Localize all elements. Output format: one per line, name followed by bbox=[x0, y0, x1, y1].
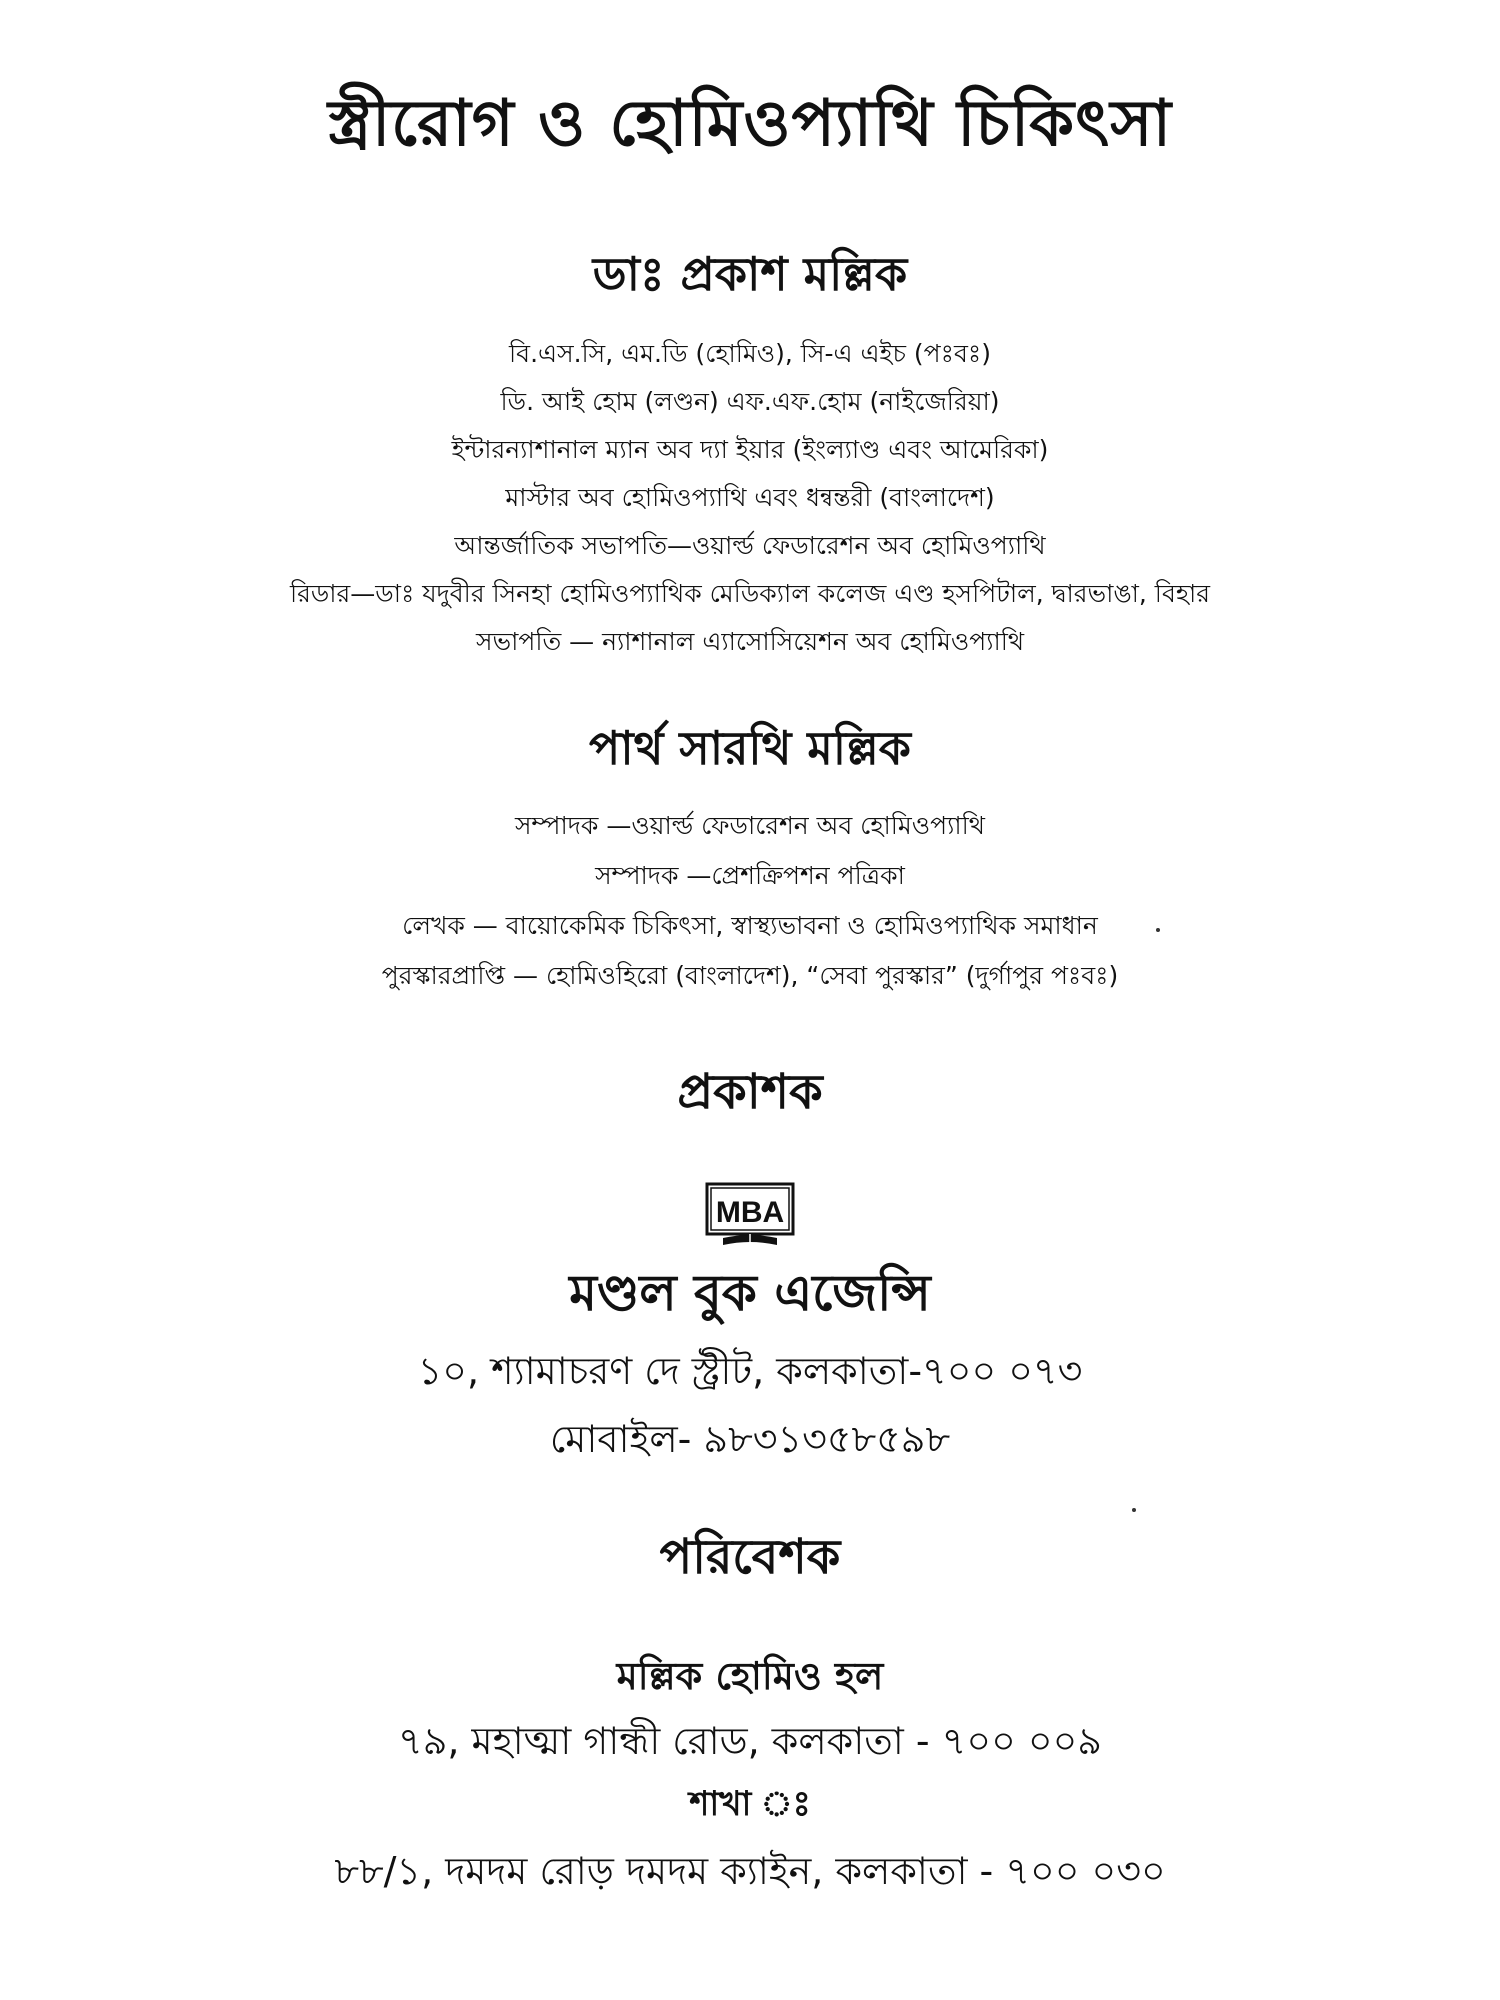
author2-credential: লেখক — বায়োকেমিক চিকিৎসা, স্বাস্থ্যভাবনা ও হোমিওপ্যাথিক সমাধান bbox=[402, 911, 1098, 940]
author1-credential: আন্তর্জাতিক সভাপতি—ওয়ার্ল্ড ফেডারেশন অব হোমিওপ্যাথি bbox=[454, 531, 1046, 560]
distributor-name: মল্লিক হোমিও হল bbox=[616, 1654, 884, 1698]
author1-credential: রিডার—ডাঃ যদুবীর সিনহা হোমিওপ্যাথিক মেডিক্যাল কলেজ এণ্ড হসপিটাল, দ্বারভাঙা, বিহার bbox=[289, 579, 1211, 608]
publisher-logo-text: MBA bbox=[715, 1196, 785, 1229]
distributor-label: পরিবেশক bbox=[659, 1529, 841, 1585]
publisher-logo-icon bbox=[705, 1182, 795, 1248]
book-title: স্ত্রীরোগ ও হোমিওপ্যাথি চিকিৎসা bbox=[327, 87, 1173, 161]
publisher-address: ১০, শ্যামাচরণ দে স্ট্রীট, কলকাতা-৭০০ ০৭৩ bbox=[417, 1349, 1083, 1393]
author2-name: পার্থ সারথি মল্লিক bbox=[589, 721, 911, 775]
distributor-address: ৭৯, মহাত্মা গান্ধী রোড, কলকাতা - ৭০০ ০০৯ bbox=[398, 1719, 1102, 1763]
author2-credential: পুরস্কারপ্রাপ্তি — হোমিওহিরো (বাংলাদেশ), “সেবা পুরস্কার” (দুর্গাপুর পঃবঃ) bbox=[381, 961, 1119, 990]
author1-credential: বি.এস.সি, এম.ডি (হোমিও), সি-এ এইচ (পঃবঃ) bbox=[509, 339, 991, 368]
publisher-label: প্রকাশক bbox=[677, 1064, 823, 1120]
branch-address: ৮৮/১, দমদম রোড় দমদম ক্যাইন, কলকাতা - ৭০০ ০৩০ bbox=[334, 1849, 1166, 1893]
author1-credential: ডি. আই হোম (লণ্ডন) এফ.এফ.হোম (নাইজেরিয়া) bbox=[500, 387, 1000, 416]
print-speck bbox=[1132, 1508, 1136, 1512]
publisher-name: মণ্ডল বুক এজেন্সি bbox=[569, 1264, 931, 1322]
publisher-mobile: মোবাইল- ৯৮৩১৩৫৮৫৯৮ bbox=[549, 1417, 951, 1461]
author1-credential: সভাপতি — ন্যাশানাল এ্যাসোসিয়েশন অব হোমিওপ্যাথি bbox=[475, 627, 1025, 656]
author2-credential: সম্পাদক —প্রেশক্রিপশন পত্রিকা bbox=[595, 861, 905, 890]
author1-credential: মাস্টার অব হোমিওপ্যাথি এবং ধন্বন্তরী (বাংলাদেশ) bbox=[505, 483, 995, 512]
author1-name: ডাঃ প্রকাশ মল্লিক bbox=[592, 247, 908, 301]
author2-credential: সম্পাদক —ওয়ার্ল্ড ফেডারেশন অব হোমিওপ্যাথি bbox=[515, 811, 985, 840]
branch-label: শাখা ঃ bbox=[689, 1784, 811, 1824]
print-speck bbox=[1156, 928, 1160, 932]
author1-credential: ইন্টারন্যাশানাল ম্যান অব দ্যা ইয়ার (ইংল্যাণ্ড এবং আমেরিকা) bbox=[451, 435, 1049, 464]
